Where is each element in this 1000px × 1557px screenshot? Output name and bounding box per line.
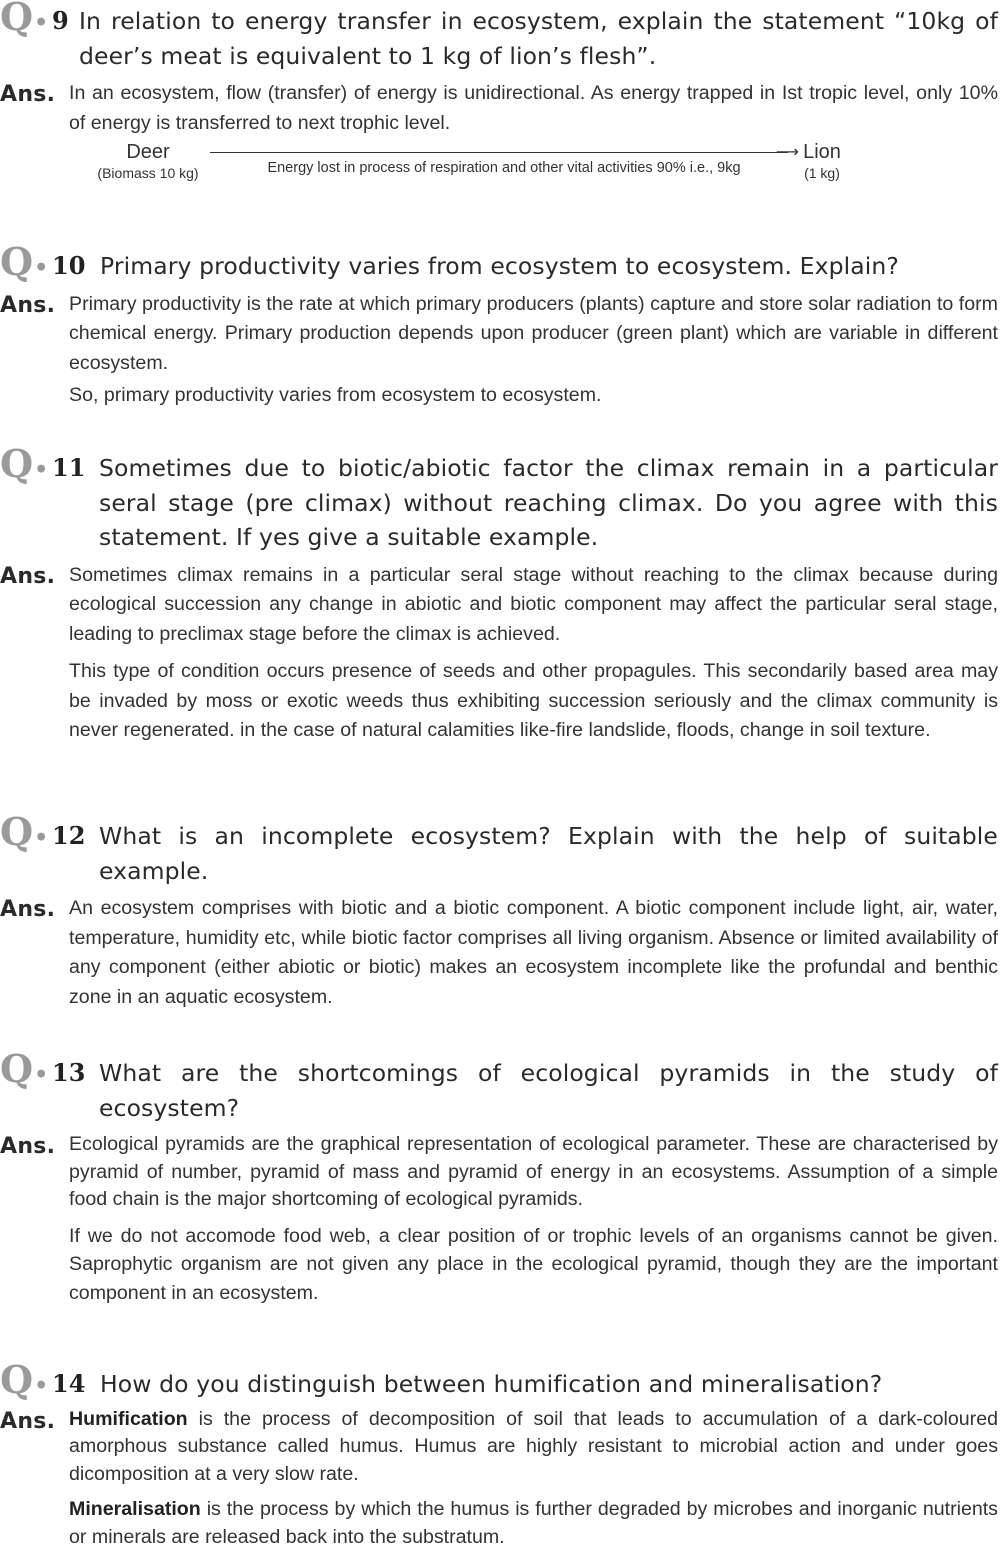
question-13 [0,1046,1000,1307]
ans-label: Ans. [0,1134,56,1159]
question-number: 10 [52,251,86,280]
question-text: Sometimes due to biotic/abiotic factor the climax remain in a particular seral stage (pre climax) without reaching climax. Do you agree with this statement. If yes give a suitable example. [99,454,998,551]
question-14 [0,1357,1000,1551]
answer-paragraph: In an ecosystem, flow (transfer) of energy is unidirectional. As energy trapped in Ist tropic level, only 10% of energy is transferred to next trophic level. [69,82,998,134]
answer-14 [0,1406,1000,1552]
question-10 [0,239,1000,411]
question-number: 13 [52,1058,86,1087]
q-mark: Q• [0,441,49,486]
definition-text: is the process by which the humus is further degraded by microbes and inorganic nutrients or minerals are released back into the substratum. [69,1498,998,1548]
answer-13 [0,1131,1000,1307]
question-number: 14 [52,1369,86,1398]
ans-label: Ans. [0,292,56,318]
ans-label: Ans. [0,897,56,922]
question-9 [0,0,1000,192]
flow-from-sub: (Biomass 10 kg) [97,165,199,181]
term-humification: Humification [69,1407,188,1430]
answer-10 [0,290,1000,411]
flow-from: Deer [126,141,170,163]
answer-11 [0,561,1000,746]
question-11 [0,441,1000,746]
ans-label: Ans. [0,563,56,589]
answer-paragraph [69,1406,998,1489]
question-14-header [0,1357,1000,1402]
flow-label: Energy lost in process of respiration and other vital activities 90% i.e., 9kg [267,160,741,176]
question-text: What is an incomplete ecosystem? Explain with the help of suitable example. [99,822,998,885]
definition-text: is the process of decomposition of soil that leads to accumulation of a dark-coloured amorphous substance called humus. Humus are highly resistant to microbial action and under goes dicomposition at a very slow rate. [69,1407,998,1485]
answer-paragraph: Primary productivity is the rate at which primary producers (plants) capture and store solar radiation to form chemical energy. Primary production depends upon producer (green plant) which are variable in different ecosystem. [69,292,998,374]
answer-paragraph [69,1496,998,1551]
q-mark: Q• [0,809,49,854]
question-text: What are the shortcomings of ecological pyramids in the study of ecosystem? [99,1059,998,1122]
question-text: Primary productivity varies from ecosystem to ecosystem. Explain? [100,252,899,280]
answer-paragraph: This type of condition occurs presence of seeds and other propagules. This secondarily based area may be invaded by moss or exotic weeds thus exhibiting succession seriously and the climax community is never regenerated. in the case of natural calamities like-fire landslide, floods, change in soil texture. [69,660,998,741]
question-11-header [0,441,1000,555]
answer-paragraph: An ecosystem comprises with biotic and a biotic component. A biotic component include light, air, water, temperature, humidity etc, while biotic factor comprises all living organism. Absence or limited availability of any component (either abiotic or biotic) makes an ecosystem incomplete like the profundal and benthic zone in an aquatic ecosystem. [69,897,998,1008]
question-text: How do you distinguish between humification and mineralisation? [100,1370,883,1398]
answer-body [69,79,998,138]
flow-to: Lion [803,141,841,163]
question-number: 11 [52,453,86,482]
answer-body [69,1406,998,1552]
answer-body [69,894,998,1012]
q-mark: Q• [0,0,49,39]
answer-paragraph: So, primary productivity varies from ecosystem to ecosystem. [69,384,602,406]
answer-body [69,290,998,411]
energy-flow-diagram [0,140,1000,192]
answer-paragraph: Ecological pyramids are the graphical representation of ecological parameter. These are characterised by pyramid of number, pyramid of mass and pyramid of energy in an ecosystems. Assumption of a simple food chain is the major shortcoming of ecological pyramids. [69,1133,998,1210]
term-mineralisation: Mineralisation [69,1498,201,1520]
question-number: 12 [52,821,86,850]
question-13-header [0,1046,1000,1125]
question-9-header [0,0,1000,73]
answer-12 [0,894,1000,1012]
q-mark: Q• [0,1357,49,1402]
arrow-right-icon: ⟶ [776,142,799,161]
answer-paragraph: If we do not accomode food web, a clear position of or trophic levels of an organisms cannot be given. Saprophytic organism are not given any place in the ecological pyramid, though they are the important component in an ecosystem. [69,1224,998,1304]
answer-body [69,1131,998,1307]
question-12 [0,809,1000,1012]
answer-paragraph: Sometimes climax remains in a particular seral stage without reaching to the climax because during ecological succession any change in abiotic and biotic component may affect the particular seral stage, leading to preclimax stage before the climax is achieved. [69,563,998,645]
question-text: In relation to energy transfer in ecosystem, explain the statement “10kg of deer’s meat is equivalent to 1 kg of lion’s flesh”. [79,7,998,70]
q-mark: Q• [0,1046,49,1091]
ans-label: Ans. [0,1408,56,1434]
answer-body [69,561,998,746]
flow-to-sub: (1 kg) [804,165,840,181]
answer-9 [0,79,1000,192]
question-12-header [0,809,1000,888]
question-10-header [0,239,1000,284]
flow-arrow-line [210,152,788,153]
ans-label: Ans. [0,82,56,107]
q-mark: Q• [0,239,49,284]
question-number: 9 [52,6,69,35]
